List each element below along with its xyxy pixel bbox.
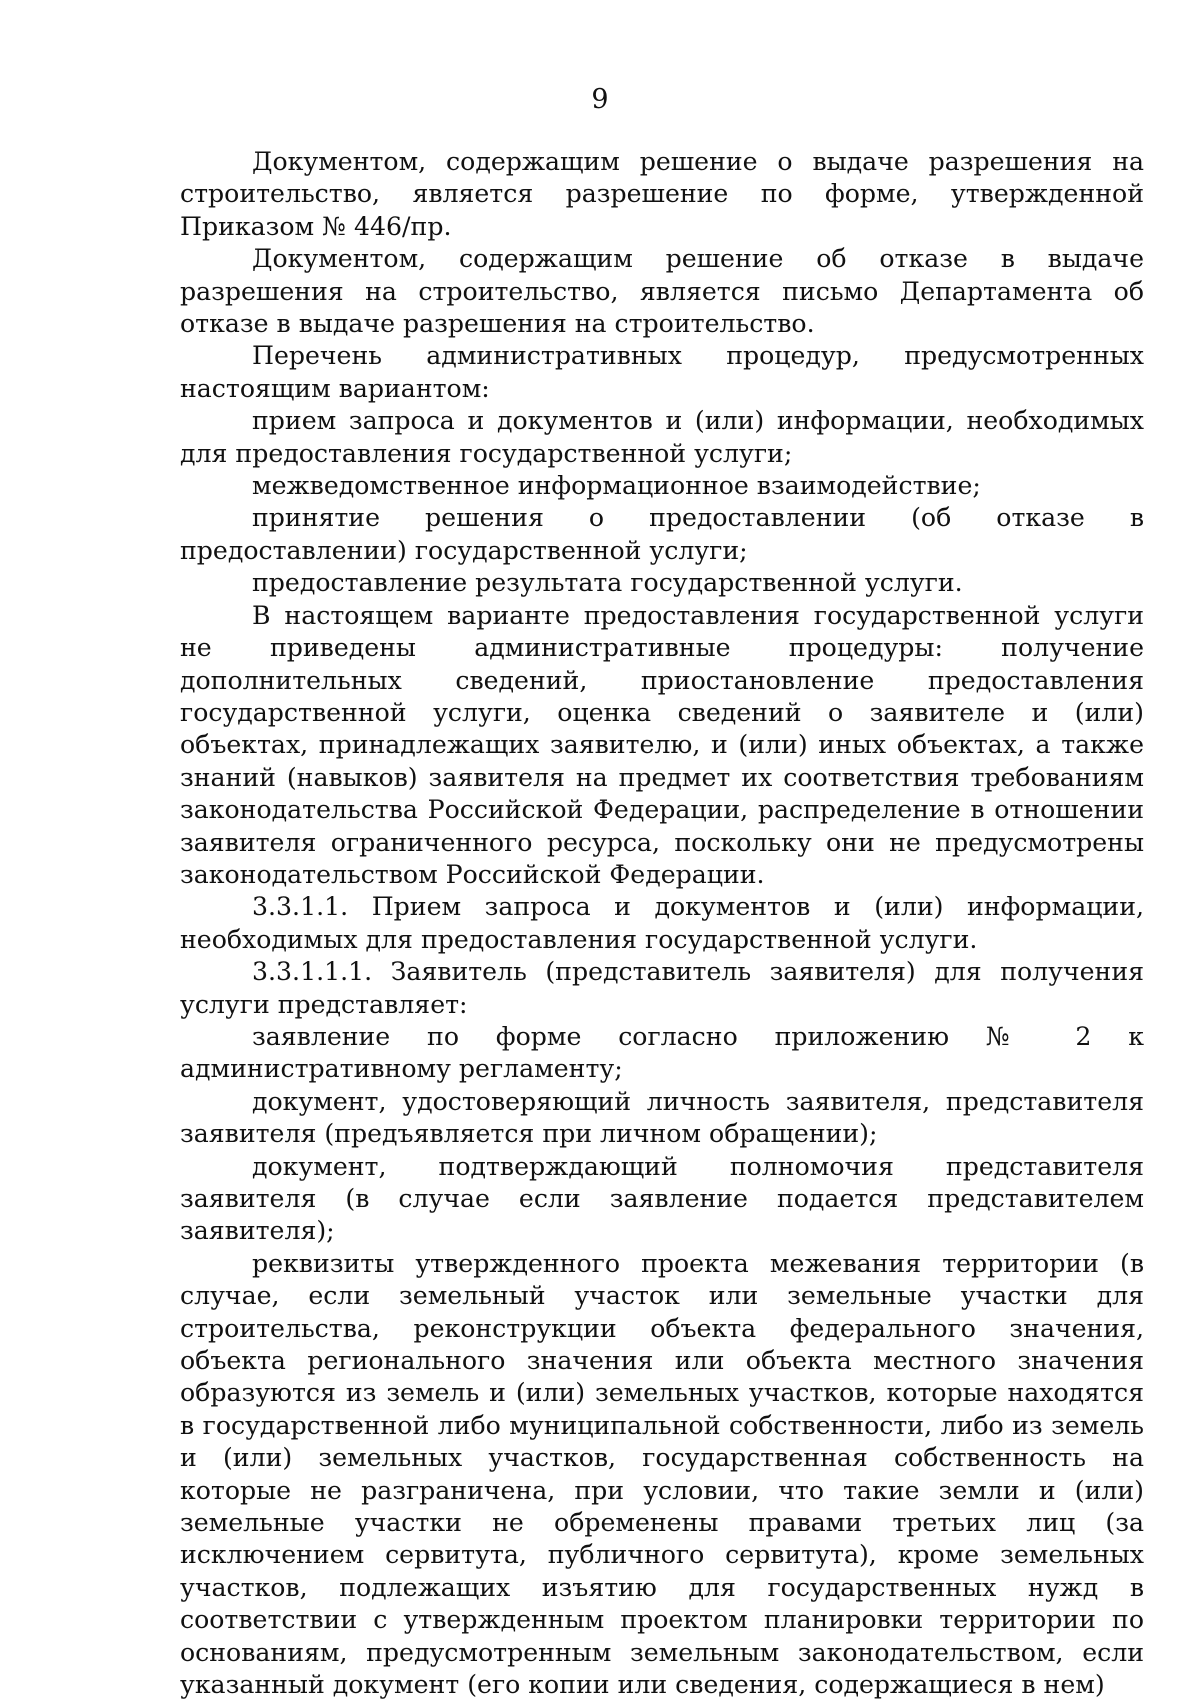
paragraph-procedures-intro: Перечень административных процедур, предусмотренных настоящим вариантом: [180,341,1144,403]
list-item-survey-project-details: реквизиты утвержденного проекта межевания территории (в случае, если земельный участок или земельные участки для строительства, реконструкции объекта федерального значения, объекта регионального значения или объекта местного значения образуются из земель и (или) земельных участков, которые находятся в государственной либо муниципальной собственности, либо из земель и (или) земельных участков, государственная собственность на которые не разграничена, при условии, что такие земли и (или) земельные участки не обременены правами третьих лиц (за исключением сервитута, публичного сервитута), кроме земельных участков, подлежащих изъятию для государственных нужд в соответствии с утвержденным проектом планировки территории по основаниям, предусмотренным земельным законодательством, если указанный документ (его копии или сведения, содержащиеся в нем) [180,1248,1144,1700]
section-heading-3-3-1-1: 3.3.1.1. Прием запроса и документов и (или) информации, необходимых для предоставления государственной услуги. [180,892,1144,954]
list-item-interagency-interaction: межведомственное информационное взаимодействие; [252,471,981,501]
paragraph-refusal-document: Документом, содержащим решение об отказе в выдаче разрешения на строительство, является письмо Департамента об отказе в выдаче разрешения на строительство. [180,244,1144,339]
paragraph-excluded-procedures: В настоящем варианте предоставления государственной услуги не приведены административные процедуры: получение дополнительных сведений, приостановление предоставления государственной услуги, оценка сведений о заявителе и (или) объектах, принадлежащих заявителю, и (или) иных объектах, а также знаний (навыков) заявителя на предмет их соответствия требованиям законодательства Российской Федерации, распределение в отношении заявителя ограниченного ресурса, поскольку они не предусмотрены законодательством Российской Федерации. [180,600,1144,889]
list-item-result-delivery: предоставление результата государственной услуги. [252,568,963,598]
section-heading-3-3-1-1-1: 3.3.1.1.1. Заявитель (представитель заявителя) для получения услуги представляет: [180,957,1144,1019]
list-item-request-reception: прием запроса и документов и (или) информации, необходимых для предоставления государственной услуги; [180,406,1144,468]
document-body [180,146,1144,1702]
list-item-application-form: заявление по форме согласно приложению № 2 к административному регламенту; [180,1021,1144,1084]
list-item-authority-document: документ, подтверждающий полномочия представителя заявителя (в случае если заявление подается представителем заявителя); [180,1151,1144,1246]
list-item-decision: принятие решения о предоставлении (об отказе в предоставлении) государственной услуги; [180,503,1144,565]
page-number: 9 [591,84,609,115]
list-item-identity-document: документ, удостоверяющий личность заявителя, представителя заявителя (предъявляется при личном обращении); [180,1086,1144,1149]
paragraph-permit-document: Документом, содержащим решение о выдаче разрешения на строительство, является разрешение по форме, утвержденной Приказом № 446/пр. [180,147,1144,241]
